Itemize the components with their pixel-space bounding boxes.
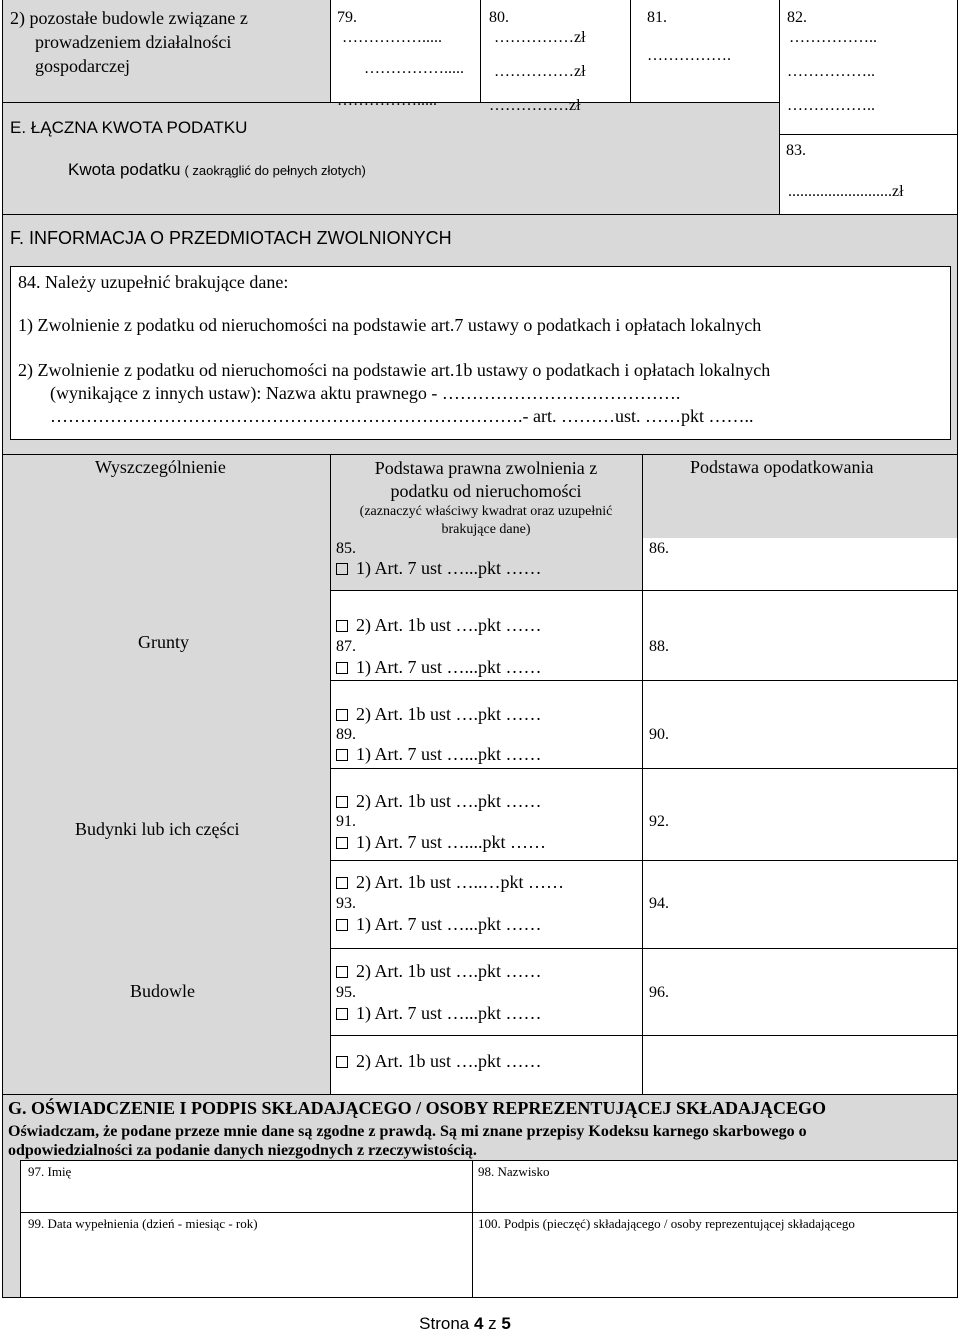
declaration-text: Oświadczam, że podane przeze mnie dane są zgodne z prawdą. Są mi znane przepisy Kodeksu karnego skarbowego o odpowiedzialności za podanie danych niezgodnych z rzeczywistością. — [8, 1123, 807, 1159]
checkbox[interactable] — [336, 877, 348, 889]
option-art1b-89[interactable]: 2) Art. 1b ust ….pkt …… — [336, 791, 542, 812]
exemption-act-name[interactable]: (wynikające z innych ustaw): Nazwa aktu prawnego - …………………………………. — [50, 383, 681, 403]
field-89-label: 89. — [336, 726, 356, 743]
field-98-last-name[interactable]: 98. Nazwisko — [478, 1164, 550, 1179]
checkbox[interactable] — [336, 1008, 348, 1020]
page-number: Strona 4 z 5 — [419, 1314, 511, 1333]
field-95-label: 95. — [336, 984, 356, 1001]
field-81[interactable]: 81. ……………. — [647, 9, 731, 64]
checkbox[interactable] — [336, 966, 348, 978]
field-92[interactable]: 92. — [649, 813, 669, 830]
section-e-title: E. ŁĄCZNA KWOTA PODATKU — [10, 118, 248, 137]
option-art7-85[interactable]: 1) Art. 7 ust …...pkt …… — [336, 558, 542, 579]
exemption-art1b: 2) Zwolnienie z podatku od nieruchomości na podstawie art.1b ustawy o podatkach i opłatach lokalnych — [18, 360, 771, 380]
checkbox[interactable] — [336, 620, 348, 632]
option-art7-89[interactable]: 1) Art. 7 ust …...pkt …… — [336, 744, 542, 765]
section-f-title: F. INFORMACJA O PRZEDMIOTACH ZWOLNIONYCH — [10, 228, 452, 248]
row-budynki: Budynki lub ich części — [75, 819, 240, 839]
option-art1b-93[interactable]: 2) Art. 1b ust ….pkt …… — [336, 961, 542, 982]
field-100-signature[interactable]: 100. Podpis (pieczęć) składającego / osoby reprezentującej składającego — [478, 1216, 855, 1231]
option-art1b-95[interactable]: 2) Art. 1b ust ….pkt …… — [336, 1051, 542, 1072]
option-art7-87[interactable]: 1) Art. 7 ust …...pkt …… — [336, 657, 542, 678]
field-80[interactable]: 80. ……………zł ……………zł ……………zł — [489, 9, 586, 114]
field-91-label: 91. — [336, 813, 356, 830]
option-art7-91[interactable]: 1) Art. 7 ust …....pkt …… — [336, 832, 546, 853]
field-79[interactable]: 79. ……………..... ……………..... ……………..... — [337, 9, 464, 109]
row-budowle: Budowle — [130, 981, 195, 1001]
exemption-art7: 1) Zwolnienie z podatku od nieruchomości na podstawie art.7 ustawy o podatkach i opłatach lokalnych — [18, 315, 762, 335]
header-specification: Wyszczególnienie — [95, 457, 226, 477]
field-99-date[interactable]: 99. Data wypełnienia (dzień - miesiąc - rok) — [28, 1216, 258, 1231]
field-87-label: 87. — [336, 638, 356, 655]
checkbox[interactable] — [336, 749, 348, 761]
field-83-value[interactable]: ..........................zł — [788, 183, 904, 200]
field-88[interactable]: 88. — [649, 638, 669, 655]
field-82[interactable]: 82. …………….. …………….. …………….. — [787, 9, 877, 114]
checkbox[interactable] — [336, 662, 348, 674]
option-art7-95[interactable]: 1) Art. 7 ust …...pkt …… — [336, 1003, 542, 1024]
row-label-budowle-dzialalnosc: 2) pozostałe budowle związane z prowadzeniem działalności gospodarczej — [10, 8, 248, 76]
checkbox[interactable] — [336, 837, 348, 849]
field-96[interactable]: 96. — [649, 984, 669, 1001]
checkbox[interactable] — [336, 1056, 348, 1068]
exemption-act-ref[interactable]: …………………………………………………………………….- art. ………ust. ……pkt …….. — [50, 406, 754, 426]
field-83-label: 83. — [786, 142, 806, 159]
field-93-label: 93. — [336, 895, 356, 912]
checkbox[interactable] — [336, 796, 348, 808]
checkbox[interactable] — [336, 919, 348, 931]
field-90[interactable]: 90. — [649, 726, 669, 743]
field-86[interactable]: 86. — [649, 540, 669, 557]
checkbox[interactable] — [336, 709, 348, 721]
field-85-label: 85. — [336, 540, 356, 557]
kwota-podatku-label: Kwota podatku ( zaokrąglić do pełnych złotych) — [68, 160, 366, 179]
header-legal-basis: Podstawa prawna zwolnienia z podatku od nieruchomości (zaznaczyć właściwy kwadrat oraz uzupełnić brakujące dane) — [359, 458, 613, 537]
option-art7-93[interactable]: 1) Art. 7 ust …...pkt …… — [336, 914, 542, 935]
field-94[interactable]: 94. — [649, 895, 669, 912]
row-grunty: Grunty — [138, 632, 189, 652]
section-g-title: G. OŚWIADCZENIE I PODPIS SKŁADAJĄCEGO / OSOBY REPREZENTUJĄCEJ SKŁADAJĄCEGO — [8, 1098, 826, 1118]
option-art1b-91[interactable]: 2) Art. 1b ust …..…pkt …… — [336, 872, 564, 893]
option-art1b-85[interactable]: 2) Art. 1b ust ….pkt …… — [336, 615, 542, 636]
checkbox[interactable] — [336, 563, 348, 575]
field-84-label: 84. Należy uzupełnić brakujące dane: — [18, 272, 289, 292]
option-art1b-87[interactable]: 2) Art. 1b ust ….pkt …… — [336, 704, 542, 725]
field-97-first-name[interactable]: 97. Imię — [28, 1164, 72, 1179]
header-tax-base: Podstawa opodatkowania — [690, 457, 874, 477]
